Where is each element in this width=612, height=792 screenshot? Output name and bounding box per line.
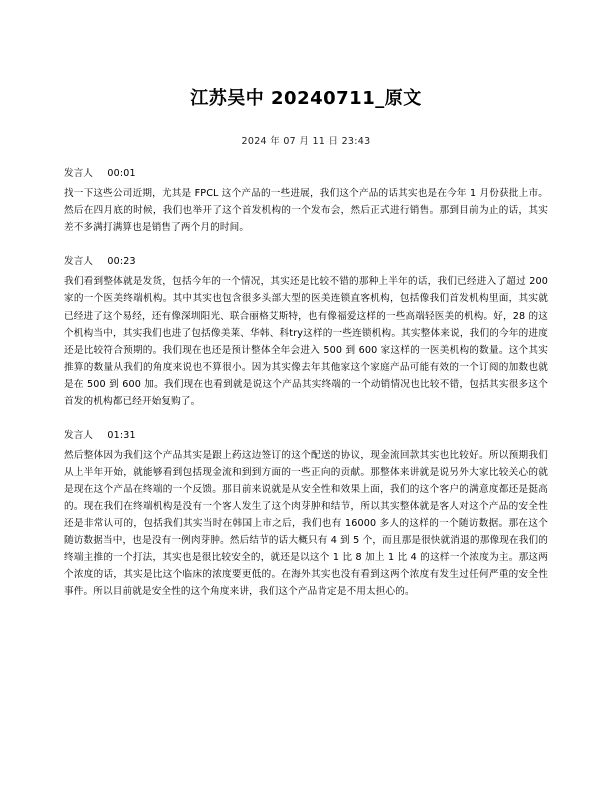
segment-timestamp: 00:23 [107,256,136,268]
segment-speaker: 发言人 [64,429,94,441]
segment-header [64,427,548,441]
segment-text: 然后整体因为我们这个产品其实是跟上药这边签订的这个配送的协议，现金流回款其实也比较好。所以预期我们从上半年开始，就能够看到包括现金流和到到方面的一些正向的贡献。那整体来讲就是说另外大家比较关心的就是现在这个产品在终端的一个反馈。那目前来说就是从安全性和效果上面，我们的这个客户的满意度都还是挺高的。现在我们在终端机构是没有一个客人发生了这个肉芽肿和结节，所以其实整体就是客人对这个产品的安全性还是非常认可的，包括我们其实当时在韩国上市之后，我们也有 16000 多人的这样的一个随访数据。那在这个随访数据当中，也是没有一例肉芽肿。然后结节的话大概只有 4 到 5 个，而且那是很快就消退的那像现在我们的终端主推的一个打法，其实也是很比较安全的，就还是以这个 1 比 8 加上 1 比 4 的这样一个浓度为主。那这两个浓度的话，其实是比这个临床的浓度要更低的。在海外其实也没有看到这两个浓度有发生过任何严重的安全性事件。所以目前就是安全性的这个角度来讲，我们这个产品肯定是不用太担心的。 [64,449,548,598]
segment-header [64,253,548,267]
segment-text: 我们看到整体就是发货，包括今年的一个情况，其实还是比较不错的那种上半年的话，我们已经进入了超过 200 家的一个医美终端机构。其中其实也包含很多头部大型的医美连锁直客机构，包括像我们首发机构里面，其实就已经进了这个易经，还有像深圳阳光、联合丽格艾斯特，也有像福爱这样的一些高端轻医美的机构。好，28 的这个机构当中，其实我们也进了包括像美莱、华韩、科try这样的一些连锁机构。其实整体来说，我们的今年的进度还是比较符合预期的。我们现在也还是预计整体全年会进入 500 到 600 家这样的一医美机构的数量。这个其实推算的数量从我们的角度来说也不算很小。因为其实像去年其他家这个家庭产品可能有效的一个订阅的加数也就是在 500 到 600 加。我们现在也看到就是说这个产品其实终端的一个动销情况也比较不错，包括其实很多这个首发的机构都已经开始复购了。 [64,276,548,407]
segment-speaker: 发言人 [64,168,94,180]
page-title: 江苏吴中 20240711_原文 [190,88,422,109]
segment-text: 找一下这些公司近期，尤其是 FPCL 这个产品的一些进展，我们这个产品的话其实也是在今年 1 月份获批上市。然后在四月底的时候，我们也举开了这个首发机构的一个发布会，然后正式进行销售。那到目前为止的话，其实差不多满打满算也是销售了两个月的时间。 [64,188,548,234]
segment-speaker: 发言人 [64,256,94,268]
segment-timestamp: 00:01 [107,168,136,180]
transcript-segment [64,253,548,410]
transcript-segment [64,165,548,236]
transcript-segment [64,427,548,601]
segment-timestamp: 01:31 [107,429,136,441]
document-date: 2024 年 07 月 11 日 23:43 [241,136,371,148]
segment-header [64,165,548,179]
